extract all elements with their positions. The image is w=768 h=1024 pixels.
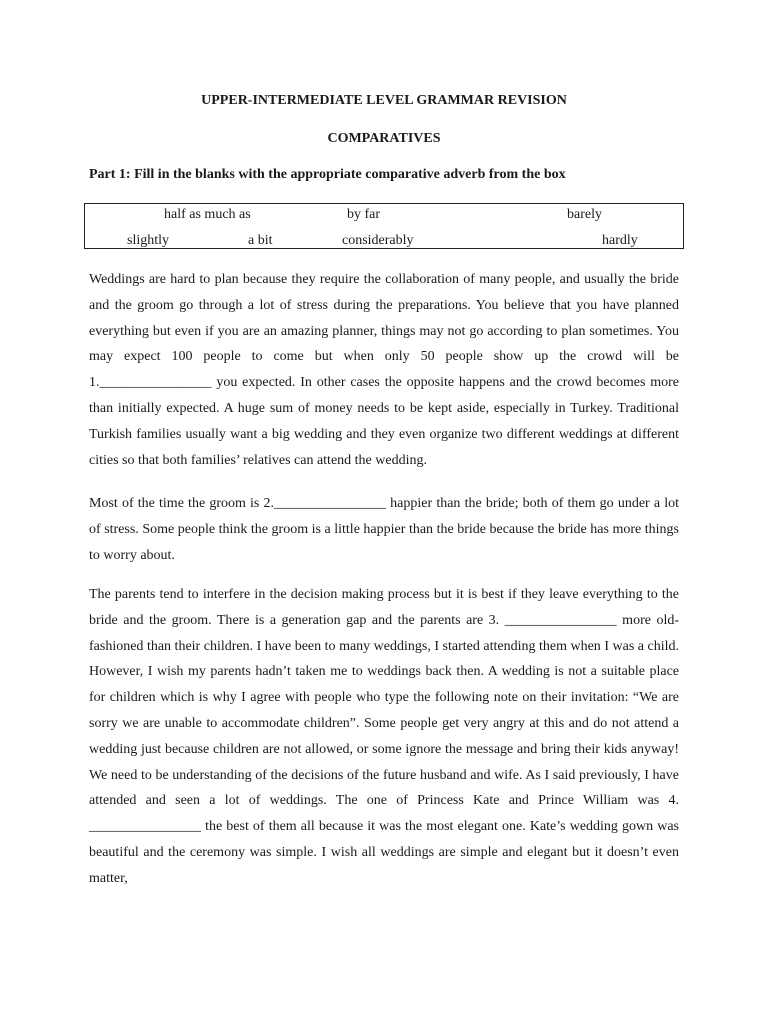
- word-option: a bit: [248, 233, 273, 248]
- word-option: slightly: [127, 233, 170, 248]
- document-subtitle: COMPARATIVES: [327, 131, 441, 146]
- paragraph: Weddings are hard to plan because they require the collaboration of many people, and usually the bride and the groom go through a lot of stress during the preparations. You believe that you have planned everything but even if you are an amazing planner, things may not go according to plan sometimes. You may expect 100 people to come but when only 50 people show up the crowd will be 1.________________ you expected. In other cases the opposite happens and the crowd becomes more than initially expected. A huge sum of money needs to be kept aside, especially in Turkey. Traditional Turkish families usually want a big wedding and they even organize two different weddings at different cities so that both families’ relatives can attend the wedding.: [89, 272, 679, 468]
- word-option: by far: [347, 207, 381, 222]
- paragraph: Most of the time the groom is 2.________________ happier than the bride; both of them go under a lot of stress. Some people think the groom is a little happier than the bride because the bride has more things to worry about.: [89, 496, 679, 563]
- word-box: [84, 203, 684, 249]
- paragraph: The parents tend to interfere in the decision making process but it is best if they leave everything to the bride and the groom. There is a generation gap and the parents are 3. ________________ more old-fashioned than their children. I have been to many weddings, I started attending them when I was a child. However, I wish my parents hadn’t taken me to weddings back then. A wedding is not a suitable place for children which is why I agree with people who type the following note on their invitation: “We are sorry we are unable to accommodate children”. Some people get very angry at this and do not attend a wedding just because children are not allowed, or some ignore the message and bring their kids anyway! We need to be understanding of the decisions of the future husband and wife. As I said previously, I have attended and seen a lot of weddings. The one of Princess Kate and Prince William was 4. ________________ the best of them all because it was the most elegant one. Kate’s wedding gown was beautiful and the ceremony was simple. I wish all weddings are simple and elegant but it doesn’t even matter,: [89, 587, 679, 886]
- document-title: UPPER-INTERMEDIATE LEVEL GRAMMAR REVISION: [201, 93, 567, 108]
- word-option: half as much as: [164, 207, 251, 222]
- word-option: hardly: [602, 233, 638, 248]
- part1-heading: Part 1: Fill in the blanks with the appropriate comparative adverb from the box: [89, 167, 566, 182]
- word-option: barely: [567, 207, 602, 222]
- word-option: considerably: [342, 233, 414, 248]
